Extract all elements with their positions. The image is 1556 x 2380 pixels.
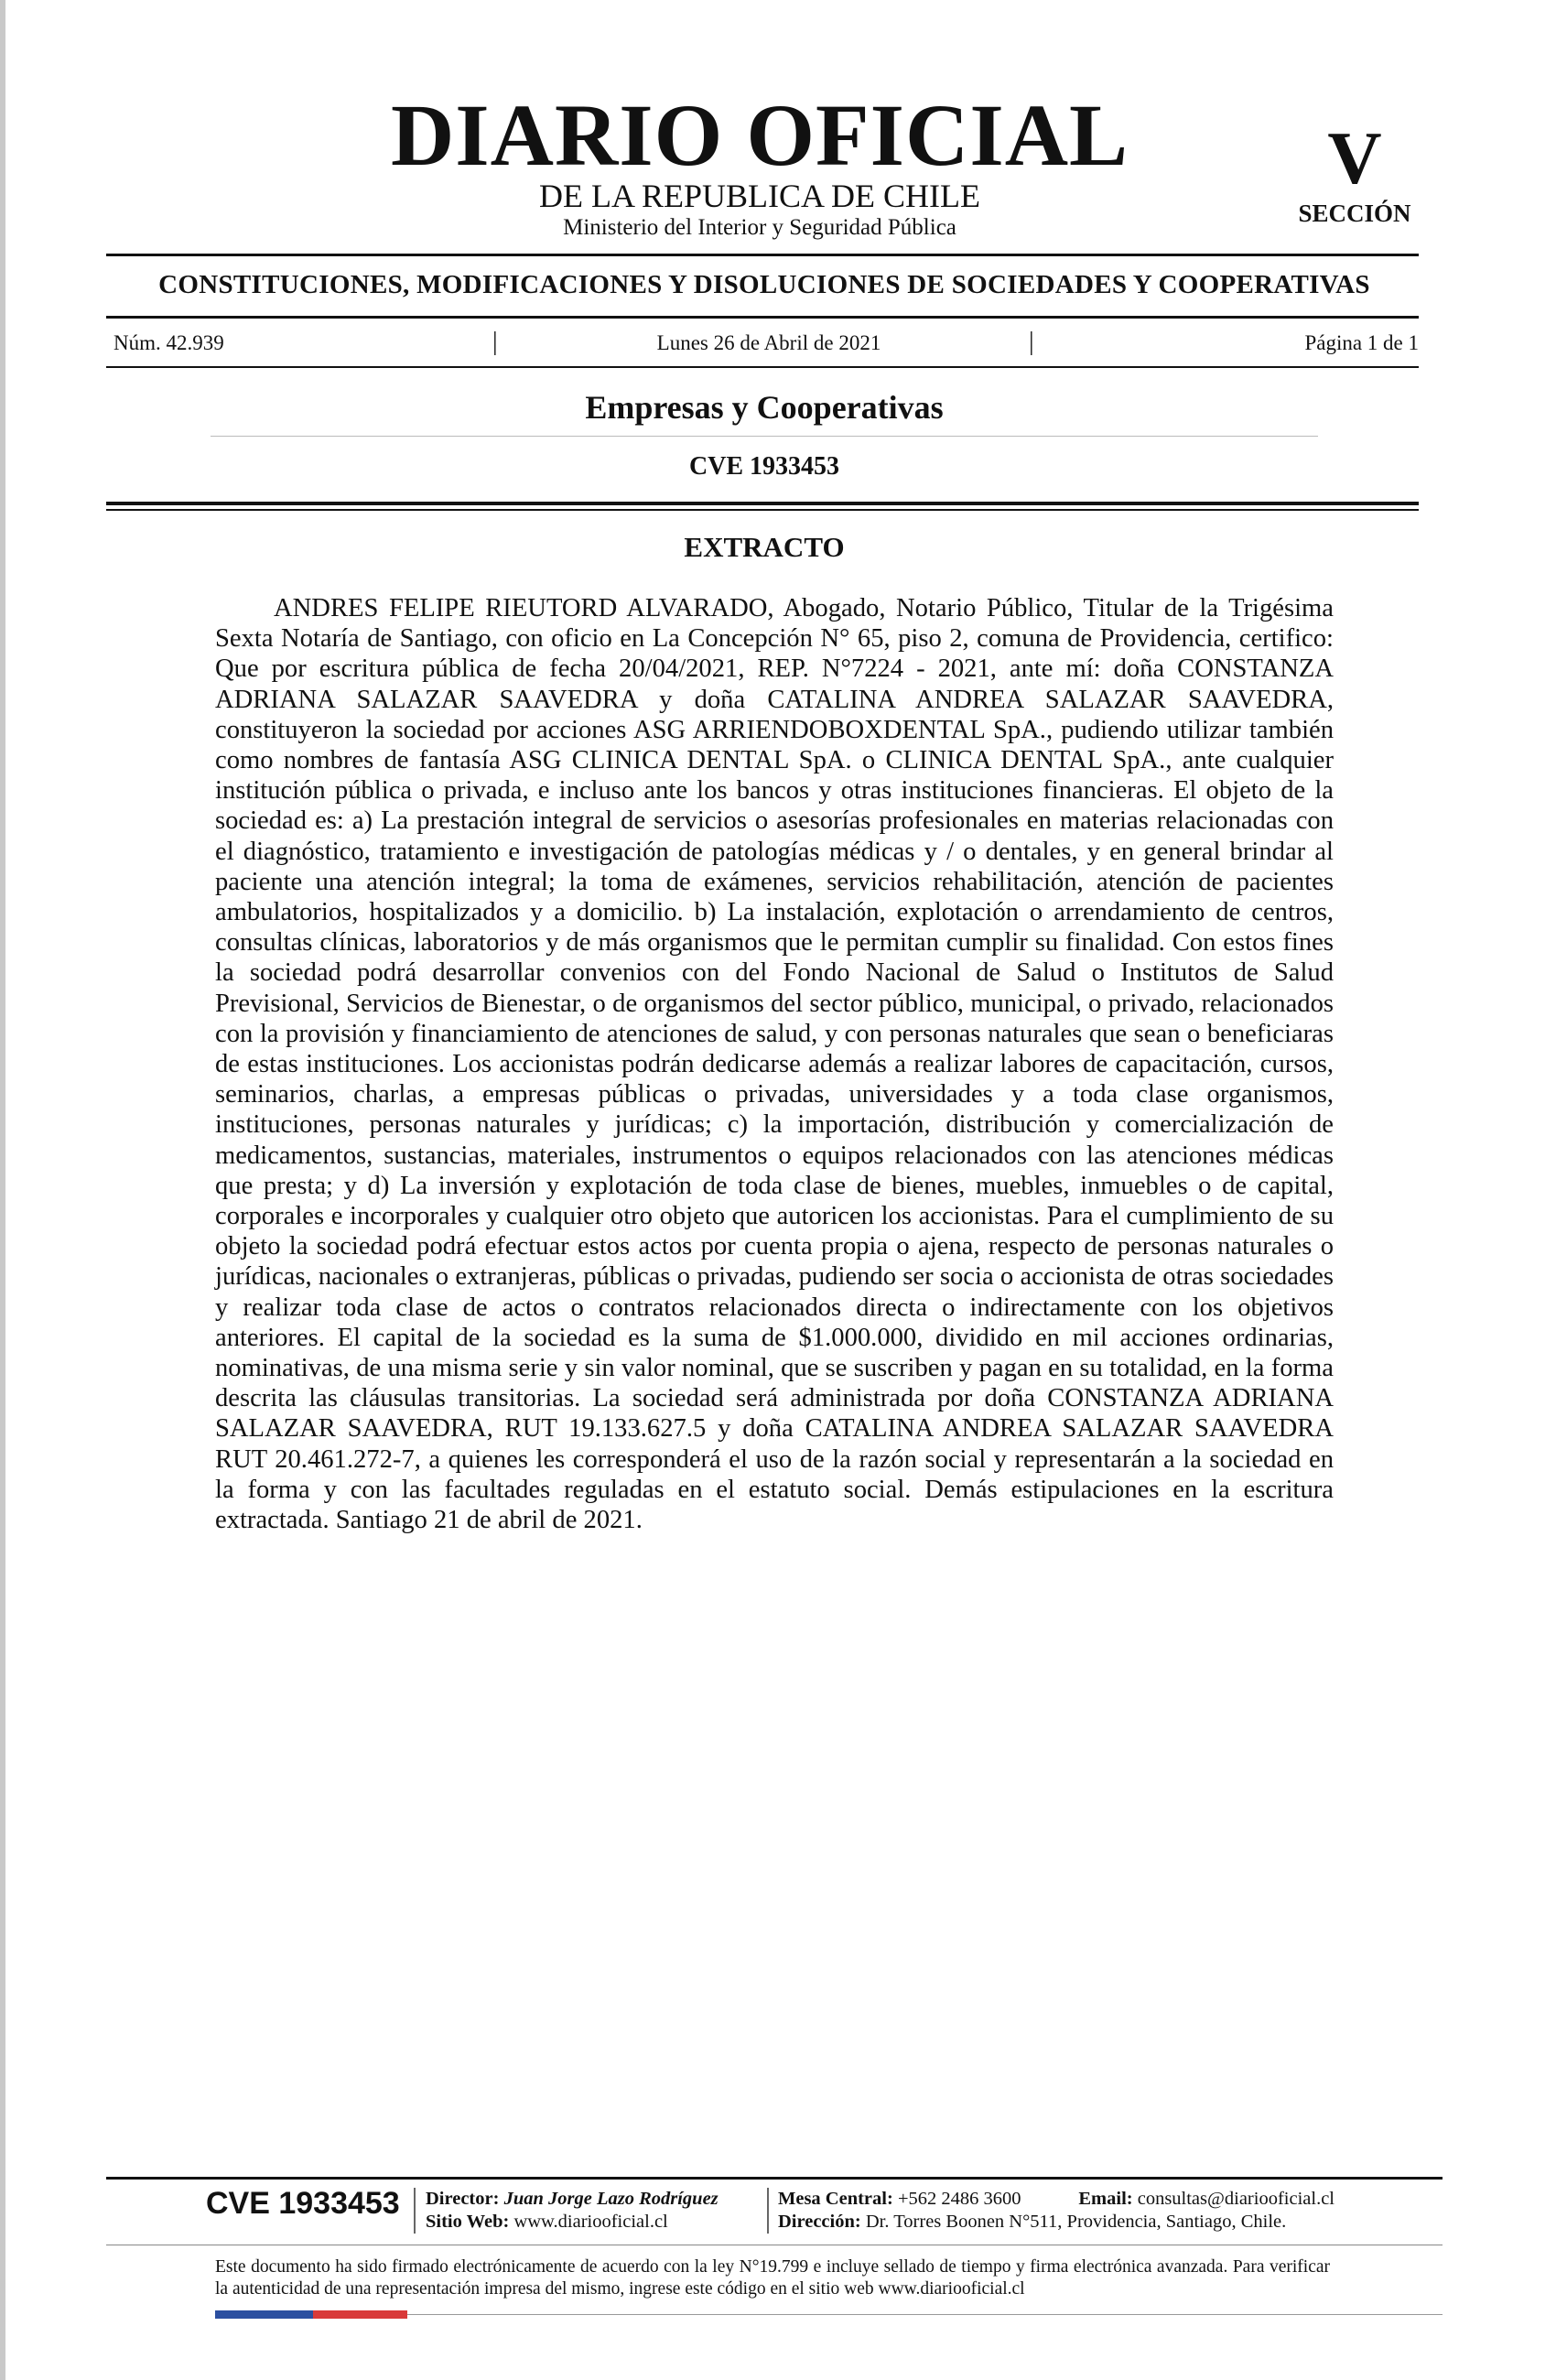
footer-cve: CVE 1933453 bbox=[206, 2186, 400, 2221]
cve-heading: CVE 1933453 bbox=[688, 452, 840, 481]
email-label: Email: bbox=[1078, 2189, 1133, 2209]
category-rule bbox=[106, 316, 1419, 319]
issue-separator: | bbox=[1029, 328, 1034, 356]
masthead-rule bbox=[106, 254, 1419, 256]
section-underline bbox=[211, 436, 1318, 437]
double-rule-top bbox=[106, 502, 1419, 505]
flag-stripe-red bbox=[313, 2310, 407, 2319]
issue-date: Lunes 26 de Abril de 2021 bbox=[656, 331, 881, 354]
document-title: EXTRACTO bbox=[684, 531, 845, 563]
section-number: V bbox=[1327, 116, 1382, 200]
phone-label: Mesa Central: bbox=[778, 2189, 893, 2209]
flag-stripe-blue bbox=[215, 2310, 313, 2319]
director-name: Juan Jorge Lazo Rodríguez bbox=[503, 2189, 719, 2209]
masthead-subtitle: DE LA REPUBLICA DE CHILE bbox=[539, 178, 980, 214]
email-link[interactable]: consultas@diariooficial.cl bbox=[1137, 2189, 1334, 2209]
phone-number: +562 2486 3600 bbox=[897, 2189, 1021, 2209]
footer-separator bbox=[767, 2188, 769, 2234]
footer-contact-block bbox=[778, 2188, 1334, 2234]
issue-separator: | bbox=[492, 328, 498, 356]
masthead-ministry: Ministerio del Interior y Seguridad Pública bbox=[563, 215, 956, 240]
section-heading: Empresas y Cooperativas bbox=[585, 389, 944, 426]
address-text: Dr. Torres Boonen N°511, Providencia, Santiago, Chile. bbox=[865, 2212, 1287, 2232]
page-edge-shadow bbox=[0, 0, 5, 2380]
masthead-title: DIARIO OFICIAL bbox=[390, 86, 1129, 184]
website-link[interactable]: www.diariooficial.cl bbox=[513, 2212, 668, 2232]
director-label: Director: bbox=[426, 2189, 500, 2209]
address-label: Dirección: bbox=[778, 2212, 861, 2232]
legal-notice: Este documento ha sido firmado electrónicamente de acuerdo con la ley N°19.799 e incluye sellado de tiempo y firma electrónica avanzada. Para verificar la autenticidad de una representación impresa del mismo, ingrese este código en el sitio web www.diariooficial.cl bbox=[215, 2257, 1330, 2299]
issue-page: Página 1 de 1 bbox=[1304, 331, 1419, 354]
footer-director-block bbox=[426, 2188, 719, 2234]
double-rule-bottom bbox=[106, 509, 1419, 511]
website-label: Sitio Web: bbox=[426, 2212, 510, 2232]
issue-rule bbox=[106, 366, 1419, 368]
extract-body: ANDRES FELIPE RIEUTORD ALVARADO, Abogado, Notario Público, Titular de la Trigésima Sexta Notaría de Santiago, con oficio en La Concepción N° 65, piso 2, comuna de Providencia, certifico: Que por escritura pública de fecha 20/04/2021, REP. N°7224 - 2021, ante mí: doña CONSTANZA ADRIANA SALAZAR SAAVEDRA y doña CATALINA ANDREA SALAZAR SAAVEDRA, constituyeron la sociedad por acciones ASG ARRIENDOBOXDENTAL SpA., pudiendo utilizar también como nombres de fantasía ASG CLINICA DENTAL SpA. o CLINICA DENTAL SpA., ante cualquier institución pública o privada, e incluso ante los bancos y otras instituciones financieras. El objeto de la sociedad es: a) La prestación integral de servicios o asesorías profesionales en materias relacionadas con el diagnóstico, tratamiento e investigación de patologías médicas y / o dentales, y en general brindar al paciente una atención integral; la toma de exámenes, servicios rehabilitación, atención de pacientes ambulatorios, hospitalizados y a domicilio. b) La instalación, explotación o arrendamiento de centros, consultas clínicas, laboratorios y de más organismos que le permitan cumplir su finalidad. Con estos fines la sociedad podrá desarrollar convenios con del Fondo Nacional de Salud o Institutos de Salud Previsional, Servicios de Bienestar, o de organismos del sector público, municipal, o privado, relacionados con la provisión y financiamiento de atenciones de salud, y con personas naturales que sean o beneficiaras de estas instituciones. Los accionistas podrán dedicarse además a realizar labores de capacitación, cursos, seminarios, charlas, a empresas públicas o privadas, universidades y a toda clase organismos, instituciones, personas naturales y jurídicas; c) la importación, distribución y comercialización de medicamentos, sustancias, materiales, instrumentos o equipos relacionados con las atenciones médicas que presta; y d) La inversión y explotación de toda clase de bienes, muebles, inmuebles o de capital, corporales e incorporales y cualquier otro objeto que autoricen los accionistas. Para el cumplimiento de su objeto la sociedad podrá efectuar estos actos por cuenta propia o ajena, respecto de personas naturales o jurídicas, nacionales o extranjeras, públicas o privadas, pudiendo ser socia o accionista de otras sociedades y realizar toda clase de actos o contratos relacionados directa o indirectamente con los objetivos anteriores. El capital de la sociedad es la suma de $1.000.000, dividido en mil acciones ordinarias, nominativas, de una misma serie y sin valor nominal, que se suscriben y pagan en su totalidad, en la forma descrita las cláusulas transitorias. La sociedad será administrada por doña CONSTANZA ADRIANA SALAZAR SAAVEDRA, RUT 19.133.627.5 y doña CATALINA ANDREA SALAZAR SAAVEDRA RUT 20.461.272-7, a quienes les corresponderá el uso de la razón social y representarán a la sociedad en la forma y con las facultades reguladas en el estatuto social. Demás estipulaciones en la escritura extractada. Santiago 21 de abril de 2021. bbox=[215, 594, 1334, 1535]
footer-top-rule bbox=[106, 2177, 1443, 2180]
footer-bottom-rule bbox=[407, 2314, 1443, 2315]
footer-separator bbox=[414, 2188, 416, 2234]
issue-number: Núm. 42.939 bbox=[113, 331, 224, 354]
section-label: SECCIÓN bbox=[1298, 200, 1411, 227]
category-heading: CONSTITUCIONES, MODIFICACIONES Y DISOLUCIONES DE SOCIEDADES Y COOPERATIVAS bbox=[158, 270, 1370, 299]
